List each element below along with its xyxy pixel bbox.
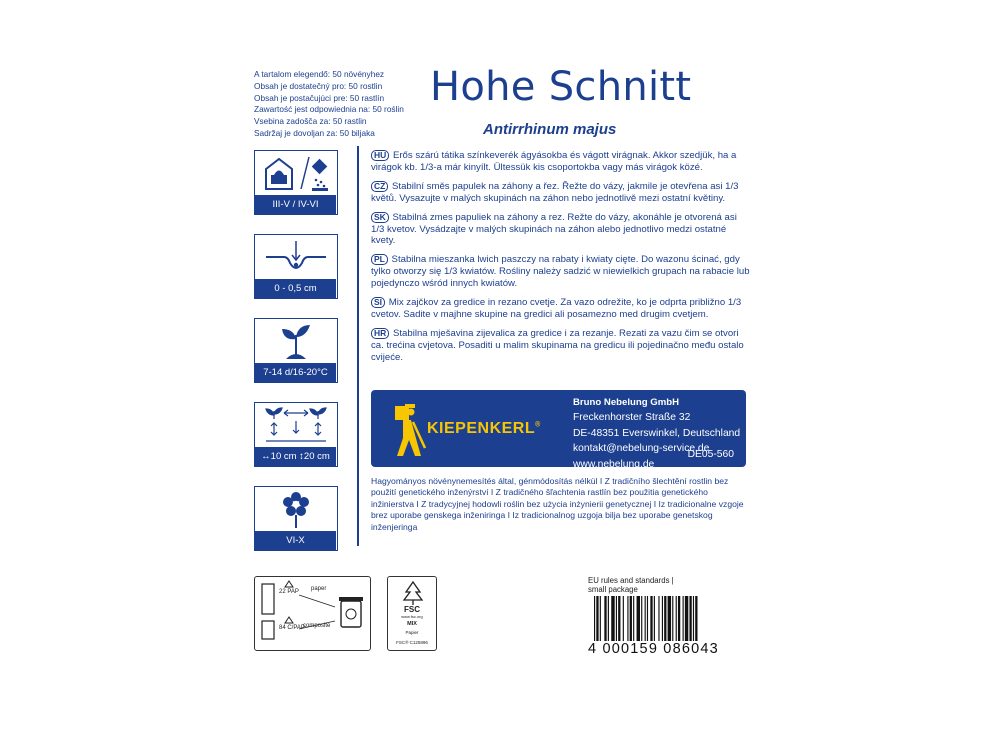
eu-line: EU rules and standards | — [588, 576, 674, 585]
germination-icon — [260, 321, 332, 361]
germination-box — [254, 318, 338, 383]
paragraph-sk — [371, 212, 751, 248]
lang-badge: SK — [371, 212, 389, 223]
fsc-paper: Papier — [405, 630, 419, 635]
barcode-bar — [654, 596, 655, 646]
paragraph-cz — [371, 181, 751, 205]
company-website: www.nebelung.de — [573, 458, 655, 470]
paragraph-text: Stabilní směs papulek na záhony a řez. Řežte do vázy, jakmile je otevřena asi 1/3 květů. Vysazujte v malých skupinách na záhon nebo jednotlivě mezi ostatní květiny. — [371, 180, 739, 204]
spacing-caption: ↔10 cm ↕20 cm — [255, 447, 336, 466]
barcode-bar — [678, 596, 680, 646]
sowing-time-box — [254, 150, 338, 215]
barcode-bar — [600, 596, 601, 646]
content-statements — [254, 69, 424, 140]
paragraph-hu — [371, 150, 751, 174]
barcode-bar — [662, 596, 663, 646]
barcode-bar — [664, 596, 666, 646]
kiepenkerl-logo — [387, 398, 557, 458]
lang-badge: SI — [371, 297, 385, 308]
barcode-number: 4 000159 086043 — [588, 641, 748, 657]
fsc-brand: FSC — [404, 605, 420, 614]
barcode-bar — [608, 596, 609, 646]
lang-badge: PL — [371, 254, 388, 265]
flowering-caption: VI-X — [255, 531, 336, 550]
sowing-depth-box — [254, 234, 338, 299]
lang-badge: CZ — [371, 181, 388, 192]
eu-line: small package — [588, 585, 638, 594]
description-texts — [371, 150, 751, 371]
eu-standards — [588, 576, 674, 594]
company-city: DE-48351 Everswinkel, Deutschland — [573, 427, 741, 439]
sowing-depth-caption: 0 - 0,5 cm — [255, 279, 336, 298]
barcode-bar — [668, 596, 671, 646]
barcode-bar — [683, 596, 684, 646]
fsc-label — [387, 576, 437, 651]
barcode-bar — [658, 596, 659, 646]
paragraph-hr — [371, 328, 751, 364]
recycle-code-1: 22 PAP — [279, 589, 299, 595]
company-address — [573, 395, 740, 472]
barcode-bar — [616, 596, 617, 646]
company-name: Bruno Nebelung GmbH — [573, 397, 680, 408]
flowering-icon — [260, 489, 332, 529]
flowering-box — [254, 486, 338, 551]
content-line: Sadržaj je dovoljan za: 50 biljaka — [254, 127, 375, 138]
paragraph-pl — [371, 254, 751, 290]
organic-code: DE05-560 — [687, 449, 734, 460]
paragraph-si — [371, 297, 751, 321]
company-email: kontakt@nebelung-service.de — [573, 443, 710, 455]
content-line: Vsebina zadošča za: 50 rastlin — [254, 116, 367, 127]
sowing-time-icon — [260, 153, 332, 193]
spacing-box — [254, 402, 338, 467]
barcode-bar — [693, 596, 694, 646]
content-line: Obsah je dostatečný pro: 50 rostlin — [254, 80, 383, 91]
gmo-statement: Hagyományos növénynemesítés által, génmódosítás nélkül I Z tradičního šlechtění rostlin bez použití genetického inženýrství I Z tradičného šľachtenia rastlín bez použitia genetického inžinierstva I Z tradycyjnej hodowli roślin bez użycia inżynierii genetycznej I Iz tradicionalne vzgoje brez uporabe genskega inženiringa I Iz tradicionalnog uzgoja bilja bez uporabe genetskog inženjeringa — [371, 476, 744, 532]
product-subtitle: Antirrhinum majus — [483, 121, 617, 138]
sowing-depth-icon — [260, 237, 332, 277]
content-line: Obsah je postačujúci pre: 50 rastlín — [254, 92, 385, 103]
paragraph-text: Mix zajčkov za gredice in rezano cvetje. Za vazo odrežite, ko je odprta približno 1/3 cvetov. Sadite v majhne skupine na gredici ali posamezno med drugim cvetjem. — [371, 297, 742, 320]
barcode-bar — [637, 596, 640, 646]
barcode-bar — [672, 596, 673, 646]
barcode-bar — [596, 596, 598, 646]
recycling-info — [254, 576, 371, 651]
paragraph-text: Stabilna mješavina zijevalica za gredice i za rezanje. Rezati za vazu čim se otvori ca. trećina cvjetova. Posaditi u malim skupinama na gredicu ili pojedinačno među ostalo cvijeće. — [371, 327, 744, 363]
product-title: Hohe Schnitt — [430, 64, 692, 110]
lang-badge: HR — [371, 328, 389, 339]
logo-wordmark: KIEPENKERL® — [427, 420, 541, 437]
fsc-code: FSC® C125896 — [396, 640, 428, 645]
barcode-bar — [630, 596, 632, 646]
barcode-bar — [611, 596, 614, 646]
lang-badge: HU — [371, 150, 389, 161]
paragraph-text: Stabilná zmes papuliek na záhony a rez. Režte do vázy, akonáhle je otvorená asi 1/3 kvetov. Vysádzajte v malých skupinách na záhon alebo jednotlivo medzi ostatné kvety. — [371, 211, 737, 247]
barcode-bar — [627, 596, 628, 646]
recycle-code-2: 84 C/PAP — [279, 625, 305, 631]
recycle-label-1: paper — [311, 586, 327, 592]
paragraph-text: Erős szárú tátika színkeverék ágyásokba és vágott virágnak. Akkor szedjük, ha a virágok kb. 1/3-a már kinyílt. Ültessük kis csoportokba vagy más virágok közé. — [371, 150, 737, 173]
divider-line — [357, 146, 359, 546]
barcode-bar — [689, 596, 691, 646]
barcode-bar — [650, 596, 652, 646]
barcode-bar — [676, 596, 677, 646]
germination-caption: 7-14 d/16-20°C — [255, 363, 336, 382]
barcode-bar — [685, 596, 688, 646]
kiepenkerl-figure-icon — [387, 398, 427, 458]
company-banner — [371, 390, 746, 470]
content-line: Zawartość jest odpowiednia na: 50 roślin — [254, 104, 404, 115]
paragraph-text: Stabilna mieszanka lwich paszczy na rabaty i kwiaty cięte. Do wazonu ścinać, gdy tylko otworzy się 1/3 kwiatów. Rośliny należy sadzić w niewielkich grupach na rabacie lub pojedynczo wśród innych kwiatów. — [371, 254, 750, 290]
barcode-bar — [604, 596, 606, 646]
fsc-site: www.fsc.org — [401, 614, 423, 619]
barcode-bar — [623, 596, 624, 646]
company-street: Freckenhorster Straße 32 — [573, 412, 691, 424]
spacing-icon — [260, 405, 332, 445]
barcode-bar — [618, 596, 620, 646]
barcode-bar — [645, 596, 646, 646]
barcode-bar — [594, 596, 595, 646]
fsc-tree-icon — [388, 580, 438, 606]
recycle-label-2: composite — [303, 623, 331, 629]
sowing-time-caption: III-V / IV-VI — [255, 195, 336, 214]
fsc-mix: MIX — [407, 621, 417, 627]
barcode-bar — [641, 596, 642, 646]
barcode-bar — [633, 596, 634, 646]
barcode-bar — [647, 596, 648, 646]
barcode-bar — [695, 596, 697, 646]
content-line: A tartalom elegendő: 50 növényhez — [254, 69, 385, 79]
